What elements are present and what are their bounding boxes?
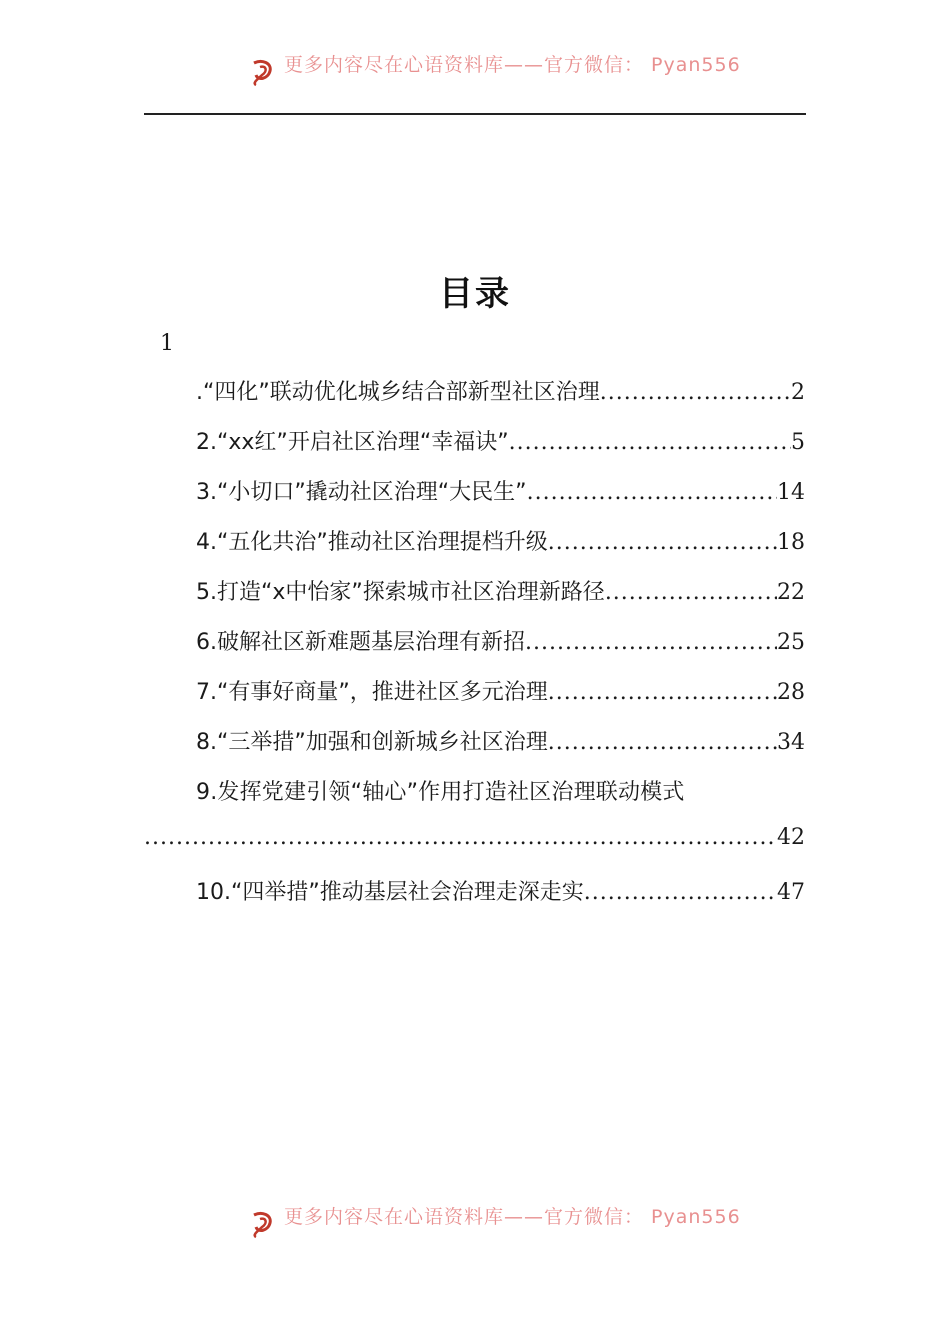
toc-entry-7[interactable] (196, 675, 805, 725)
header-rule (144, 113, 806, 115)
toc-entry-label: .“四化”联动优化城乡结合部新型社区治理 (196, 380, 600, 405)
toc-leader-dots (509, 430, 791, 455)
toc-leader-dots (548, 680, 777, 705)
toc-entry-label: 4.“五化共治”推动社区治理提档升级 (196, 530, 548, 555)
header-banner (0, 52, 950, 88)
toc-entry-label: 7.“有事好商量”，推进社区多元治理 (196, 680, 548, 705)
toc-entry-9[interactable] (196, 775, 805, 875)
toc-entry-6[interactable] (196, 625, 805, 675)
toc-entry-page: 42 (777, 825, 805, 850)
toc-entry-leader-line (144, 825, 805, 875)
brand-logo-icon (248, 57, 278, 87)
toc-entry-page: 34 (777, 730, 805, 755)
toc-entry-8[interactable] (196, 725, 805, 775)
toc-entry-3[interactable] (196, 475, 805, 525)
table-of-contents (196, 375, 805, 925)
toc-entry-5[interactable] (196, 575, 805, 625)
toc-entry-page: 28 (777, 680, 805, 705)
toc-leader-dots (584, 880, 777, 905)
toc-leader-dots (144, 825, 777, 850)
toc-entry-page: 25 (777, 630, 805, 655)
toc-leader-dots (527, 480, 777, 505)
toc-entry-page: 22 (777, 580, 805, 605)
banner-text: 更多内容尽在心语资料库——官方微信： Pyan556 (284, 53, 741, 76)
toc-entry-label: 5.打造“x中怡家”探索城市社区治理新路径 (196, 580, 605, 605)
toc-entry-2[interactable] (196, 425, 805, 475)
footer-banner (0, 1204, 950, 1240)
stray-number: 1 (160, 331, 174, 356)
toc-entry-page: 5 (791, 430, 805, 455)
toc-leader-dots (548, 730, 777, 755)
toc-entry-label: 8.“三举措”加强和创新城乡社区治理 (196, 730, 548, 755)
toc-entry-label: 6.破解社区新难题基层治理有新招 (196, 630, 525, 655)
toc-entry-page: 2 (791, 380, 805, 405)
toc-entry-10[interactable] (196, 875, 805, 925)
toc-entry-label: 2.“xx红”开启社区治理“幸福诀” (196, 430, 509, 455)
banner-text: 更多内容尽在心语资料库——官方微信： Pyan556 (284, 1205, 741, 1228)
toc-leader-dots (548, 530, 777, 555)
toc-entry-label: 10.“四举措”推动基层社会治理走深走实 (196, 880, 584, 905)
brand-logo-icon (248, 1209, 278, 1239)
page-title: 目录 (439, 274, 511, 314)
toc-entry-4[interactable] (196, 525, 805, 575)
toc-leader-dots (600, 380, 791, 405)
toc-leader-dots (525, 630, 777, 655)
toc-entry-1[interactable] (196, 375, 805, 425)
toc-entry-page: 47 (777, 880, 805, 905)
toc-entry-label: 3.“小切口”撬动社区治理“大民生” (196, 480, 527, 505)
toc-entry-label: 9.发挥党建引领“轴心”作用打造社区治理联动模式 (196, 780, 685, 805)
toc-leader-dots (605, 580, 777, 605)
toc-entry-page: 14 (777, 480, 805, 505)
toc-entry-page: 18 (777, 530, 805, 555)
